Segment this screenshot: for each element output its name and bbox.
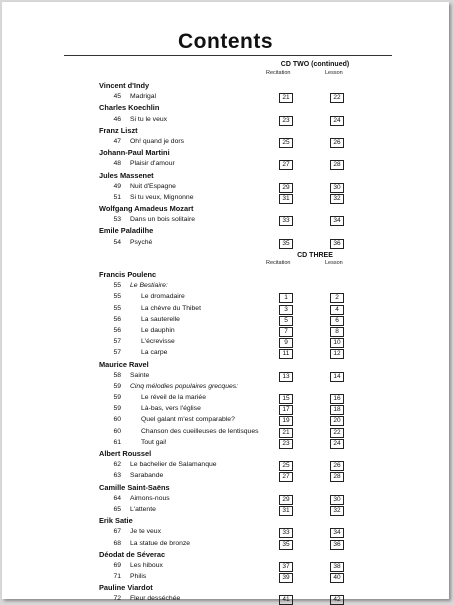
song-number: 56 [113, 315, 121, 323]
lesson-track-number: 24 [330, 116, 344, 126]
recitation-track-number: 15 [279, 394, 293, 404]
lesson-track-number: 4 [330, 305, 344, 315]
composer-name: Camille Saint-Saëns [99, 482, 170, 492]
lesson-track-number: 38 [330, 562, 344, 572]
recitation-track-number: 5 [279, 316, 293, 326]
lesson-track-number: 36 [330, 239, 344, 249]
song-title: Cinq mélodies populaires grecques: [130, 382, 239, 390]
song-title: La statue de bronze [130, 539, 191, 547]
composer-name: Franz Liszt [99, 125, 138, 135]
song-number: 46 [113, 115, 121, 123]
track-row [99, 314, 359, 325]
recitation-track-number: 1 [279, 293, 293, 303]
lesson-track-number: 28 [330, 160, 344, 170]
track-row [99, 571, 359, 582]
song-number: 61 [113, 438, 121, 446]
song-number: 55 [113, 304, 121, 312]
track-row [99, 336, 359, 347]
cd-two-heading: CD TWO (continued) [280, 61, 350, 68]
track-row [99, 459, 359, 470]
page-title: Contents [178, 30, 273, 53]
recitation-track-number: 41 [279, 595, 293, 605]
song-title: Le réveil de la mariée [141, 394, 206, 402]
composer-name: Wolfgang Amadeus Mozart [99, 204, 194, 214]
composer-name: Albert Roussel [99, 449, 152, 458]
song-title: Nuit d'Espagne [130, 182, 176, 190]
lesson-track-number: 22 [330, 93, 344, 103]
track-row [99, 114, 359, 125]
track-row [99, 593, 359, 604]
recitation-track-number: 9 [279, 338, 293, 348]
cd-three-recitation-header: Recitation [266, 260, 291, 266]
song-number: 55 [113, 282, 121, 290]
song-number: 60 [113, 416, 121, 424]
lesson-track-number: 22 [330, 428, 344, 438]
song-title: La carpe [141, 349, 168, 357]
cd-two-recitation-header: Recitation [266, 70, 291, 76]
recitation-track-number: 19 [279, 416, 293, 426]
recitation-track-number: 27 [279, 472, 293, 482]
recitation-track-number: 35 [279, 239, 293, 249]
song-number: 48 [113, 160, 121, 168]
track-row [99, 325, 359, 336]
song-title: La sauterelle [141, 315, 180, 323]
track-row [99, 237, 359, 248]
track-row [99, 370, 359, 381]
recitation-track-number: 17 [279, 405, 293, 415]
recitation-track-number: 33 [279, 528, 293, 538]
recitation-track-number: 23 [279, 439, 293, 449]
song-number: 59 [113, 382, 121, 390]
track-row [99, 493, 359, 504]
song-title: Le bachelier de Salamanque [130, 461, 217, 469]
song-number: 65 [113, 505, 121, 513]
song-title: Le dauphin [141, 326, 175, 334]
track-row [99, 158, 359, 169]
composer-name: Francis Poulenc [99, 270, 157, 279]
recitation-track-number: 31 [279, 506, 293, 516]
recitation-track-number: 27 [279, 160, 293, 170]
song-title: Si tu le veux [130, 115, 168, 123]
track-row [99, 381, 359, 392]
composer-name: Pauline Viardot [99, 583, 153, 593]
song-number: 57 [113, 349, 121, 357]
song-number: 47 [113, 137, 121, 145]
lesson-track-number: 24 [330, 439, 344, 449]
song-number: 49 [113, 182, 121, 190]
title-rule [64, 55, 392, 56]
recitation-track-number: 35 [279, 540, 293, 550]
song-title: Là-bas, vers l'église [141, 405, 201, 413]
song-title: Plaisir d'amour [130, 160, 175, 168]
song-title: Oh! quand je dors [130, 137, 185, 145]
track-row [99, 392, 359, 403]
cd-three-track-list [99, 269, 359, 605]
recitation-track-number: 29 [279, 183, 293, 193]
lesson-track-number: 26 [330, 138, 344, 148]
lesson-track-number: 30 [330, 183, 344, 193]
song-title: La chèvre du Thibet [141, 304, 201, 312]
track-row [99, 91, 359, 102]
song-title: Je te veux [130, 528, 161, 536]
composer-name: Jules Massenet [99, 170, 154, 180]
song-title: Psyché [130, 238, 153, 246]
song-number: 63 [113, 472, 121, 480]
recitation-track-number: 21 [279, 93, 293, 103]
lesson-track-number: 32 [330, 194, 344, 204]
track-row [99, 136, 359, 147]
song-title: Si tu veux, Mignonne [130, 193, 194, 201]
song-title: Tout gai! [141, 438, 167, 446]
song-number: 68 [113, 539, 121, 547]
song-title: Fleur desséchée [130, 595, 181, 603]
track-row [99, 291, 359, 302]
composer-name: Maurice Ravel [99, 359, 149, 369]
song-title: Sarabande [130, 472, 164, 480]
song-title: Le Bestiaire: [130, 282, 168, 290]
song-number: 71 [113, 573, 121, 581]
song-number: 72 [113, 595, 121, 603]
composer-name: Déodat de Séverac [99, 549, 166, 559]
lesson-track-number: 14 [330, 372, 344, 382]
track-row [99, 526, 359, 537]
lesson-track-number: 12 [330, 349, 344, 359]
recitation-track-number: 13 [279, 372, 293, 382]
song-number: 45 [113, 93, 121, 101]
recitation-track-number: 31 [279, 194, 293, 204]
composer-name: Charles Koechlin [99, 103, 160, 113]
track-row [99, 437, 359, 448]
cd-two-track-list [99, 80, 359, 248]
song-number: 57 [113, 338, 121, 346]
lesson-track-number: 6 [330, 316, 344, 326]
track-row [99, 403, 359, 414]
lesson-track-number: 42 [330, 595, 344, 605]
lesson-track-number: 20 [330, 416, 344, 426]
recitation-track-number: 21 [279, 428, 293, 438]
lesson-track-number: 30 [330, 495, 344, 505]
song-title: L'attente [130, 505, 156, 513]
lesson-track-number: 36 [330, 540, 344, 550]
song-number: 59 [113, 405, 121, 413]
song-title: Dans un bois solitaire [130, 216, 195, 224]
composer-name: Johann-Paul Martini [99, 148, 170, 158]
recitation-track-number: 7 [279, 327, 293, 337]
recitation-track-number: 39 [279, 573, 293, 583]
cd-three-lesson-header: Lesson [325, 260, 343, 266]
recitation-track-number: 37 [279, 562, 293, 572]
cd-three-heading: CD THREE [297, 252, 333, 259]
song-number: 54 [113, 238, 121, 246]
recitation-track-number: 29 [279, 495, 293, 505]
song-number: 56 [113, 326, 121, 334]
track-row [99, 181, 359, 192]
track-row [99, 280, 359, 291]
composer-name: Vincent d'Indy [99, 81, 150, 90]
recitation-track-number: 33 [279, 216, 293, 226]
song-number: 60 [113, 427, 121, 435]
recitation-track-number: 25 [279, 461, 293, 471]
lesson-track-number: 34 [330, 216, 344, 226]
recitation-track-number: 23 [279, 116, 293, 126]
song-number: 67 [113, 528, 121, 536]
recitation-track-number: 3 [279, 305, 293, 315]
song-title: Quel galant m'est comparable? [141, 416, 235, 424]
lesson-track-number: 16 [330, 394, 344, 404]
lesson-track-number: 32 [330, 506, 344, 516]
song-number: 55 [113, 293, 121, 301]
track-row [99, 192, 359, 203]
track-row [99, 414, 359, 425]
lesson-track-number: 8 [330, 327, 344, 337]
track-row [99, 214, 359, 225]
contents-page [2, 2, 449, 604]
song-number: 58 [113, 371, 121, 379]
song-number: 62 [113, 461, 121, 469]
composer-name: Erik Satie [99, 516, 133, 526]
song-title: Les hiboux [130, 561, 163, 569]
track-row [99, 560, 359, 571]
lesson-track-number: 34 [330, 528, 344, 538]
cd-two-lesson-header: Lesson [325, 70, 343, 76]
lesson-track-number: 40 [330, 573, 344, 583]
lesson-track-number: 26 [330, 461, 344, 471]
track-row [99, 538, 359, 549]
song-title: L'écrevisse [141, 338, 175, 346]
recitation-track-number: 11 [279, 349, 293, 359]
song-number: 53 [113, 216, 121, 224]
song-number: 51 [113, 193, 121, 201]
song-title: Philis [130, 573, 147, 581]
composer-name: Emile Paladilhe [99, 226, 154, 236]
song-number: 69 [113, 561, 121, 569]
song-title: Aimons-nous [130, 494, 170, 502]
track-row [99, 303, 359, 314]
track-row [99, 504, 359, 515]
song-title: Madrigal [130, 93, 157, 101]
song-number: 64 [113, 494, 121, 502]
track-row [99, 470, 359, 481]
track-row [99, 426, 359, 437]
song-title: Sainte [130, 371, 150, 379]
lesson-track-number: 28 [330, 472, 344, 482]
lesson-track-number: 2 [330, 293, 344, 303]
lesson-track-number: 18 [330, 405, 344, 415]
song-number: 59 [113, 394, 121, 402]
track-row [99, 347, 359, 358]
song-title: Le dromadaire [141, 293, 185, 301]
lesson-track-number: 10 [330, 338, 344, 348]
song-title: Chanson des cueilleuses de lentisques [141, 427, 259, 435]
recitation-track-number: 25 [279, 138, 293, 148]
